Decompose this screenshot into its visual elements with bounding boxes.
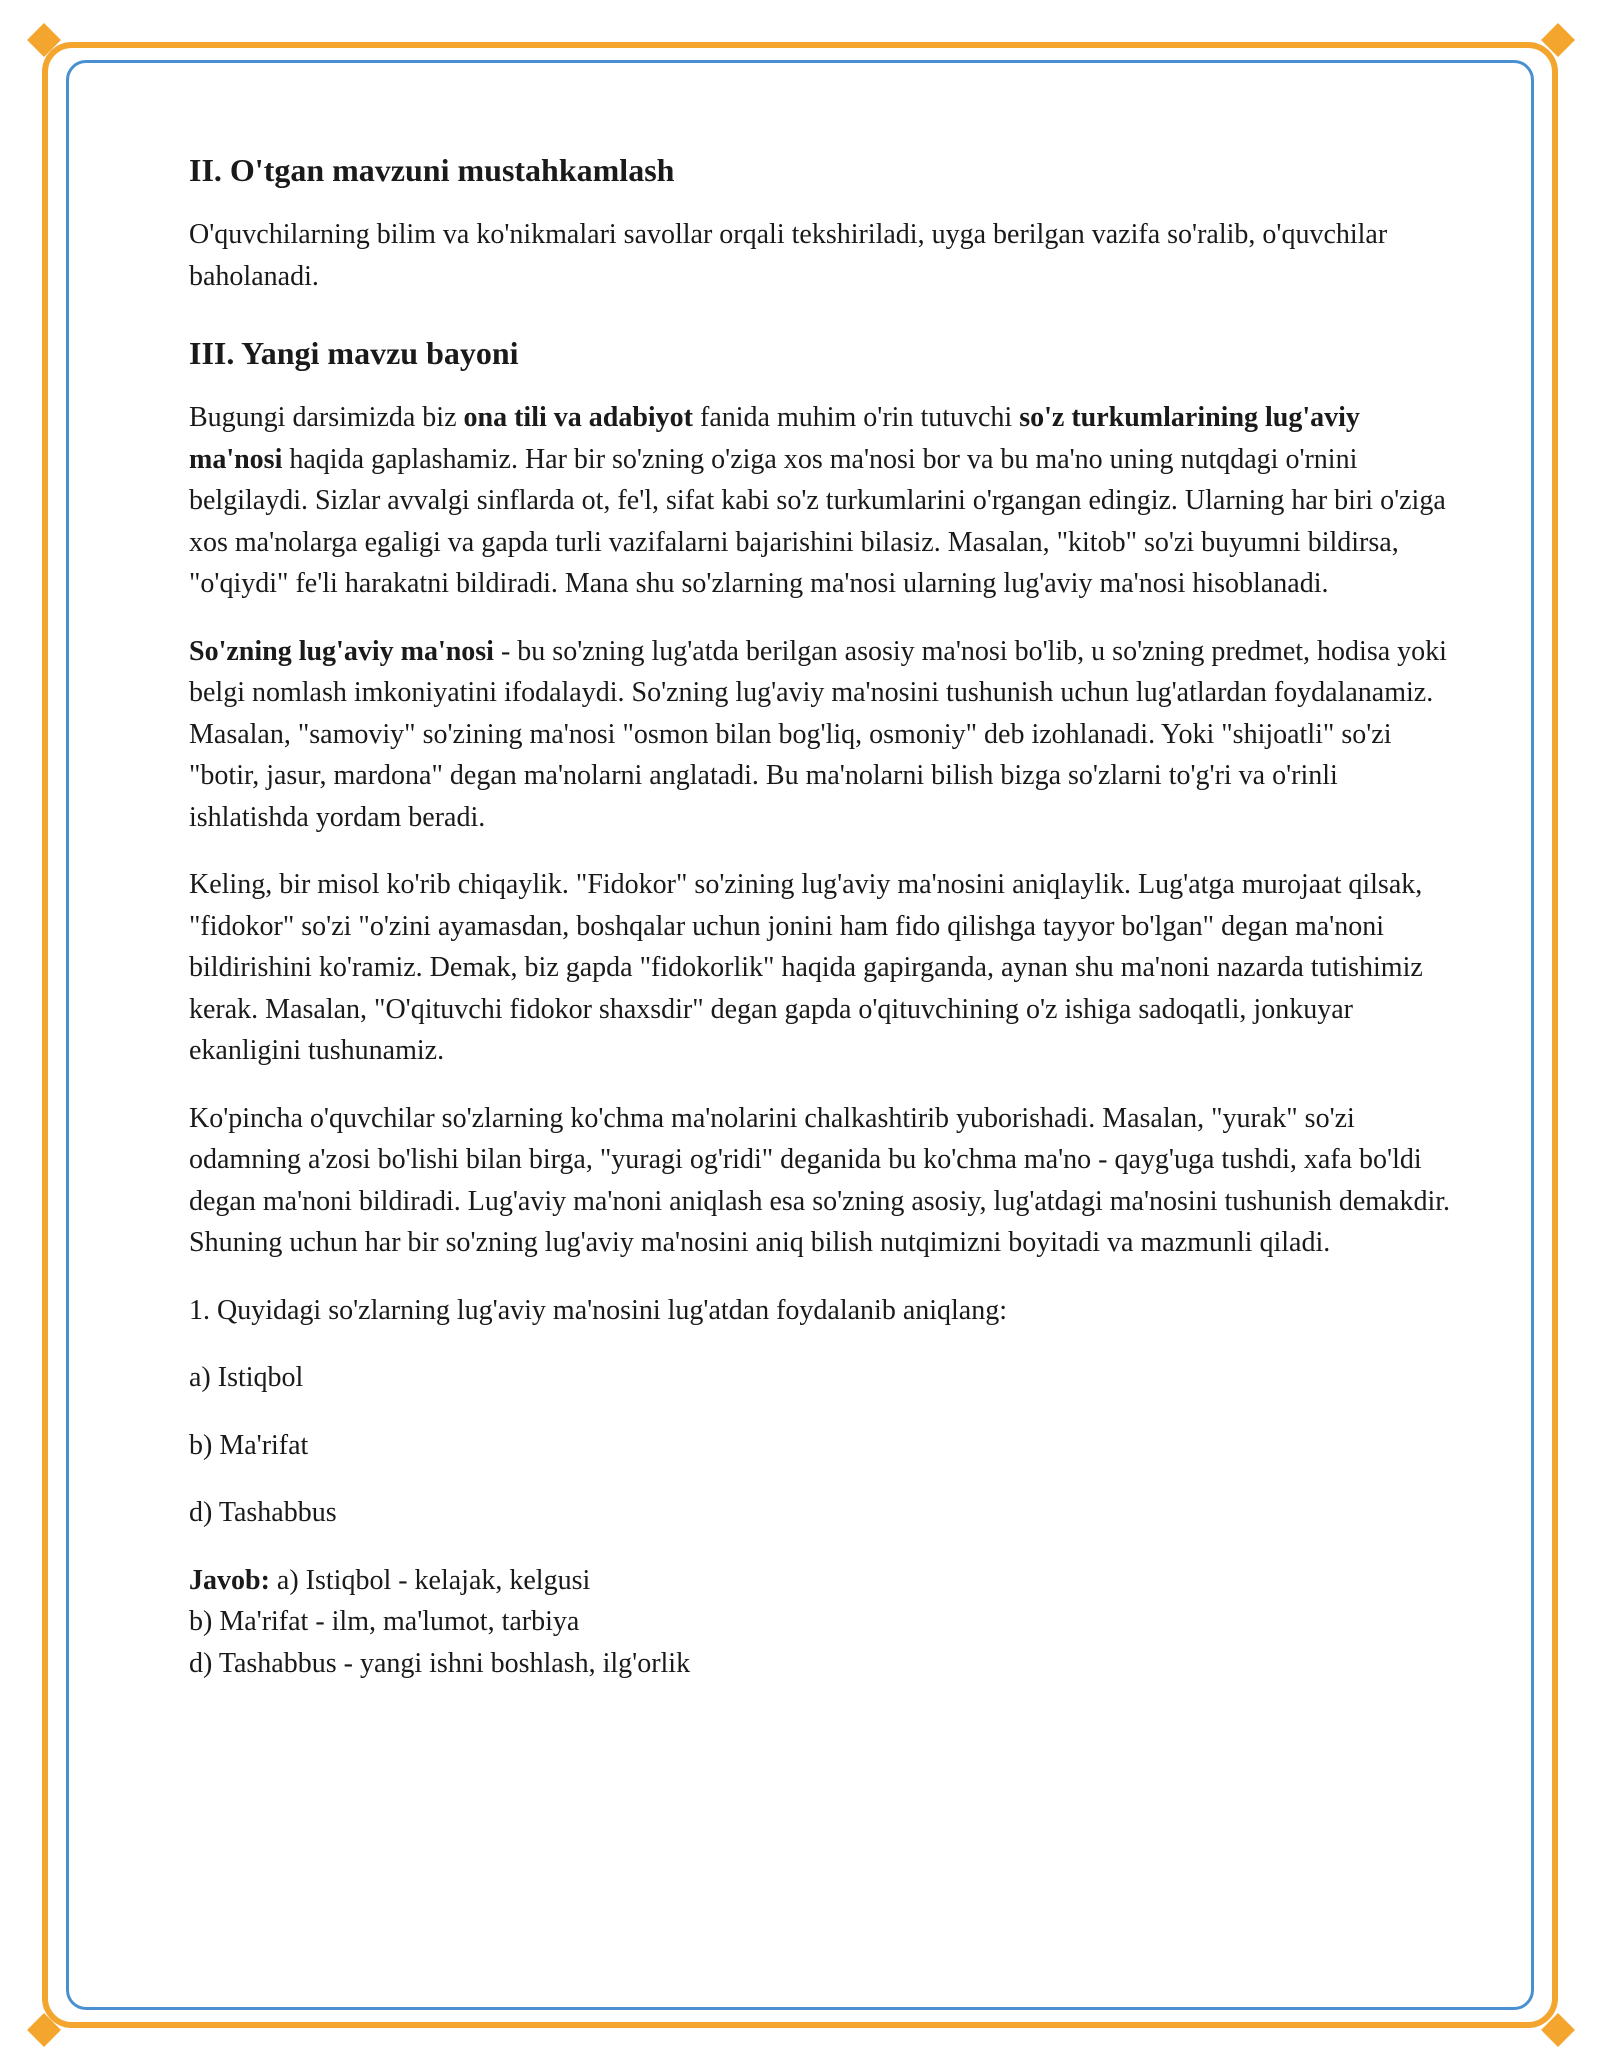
document-content [189, 150, 1459, 1684]
intro-text-1: Bugungi darsimizda biz [189, 402, 464, 433]
task-item-b: b) Ma'rifat [189, 1429, 309, 1461]
definition-term: So'zning lug'aviy ma'nosi [189, 635, 494, 667]
task-item-a: a) Istiqbol [189, 1362, 304, 1393]
intro-bold-2: so'z turkumlarining lug'aviy ma'nosi [189, 402, 1360, 475]
paragraph-intro [189, 397, 1459, 605]
answer-line-3: d) Tashabbus - yangi ishni boshlash, ilg'orlik [189, 1647, 691, 1679]
task-item-d: d) Tashabbus [189, 1497, 337, 1528]
intro-bold-1: ona tili va adabiyot [463, 402, 693, 433]
task-prompt: 1. Quyidagi so'zlarning lug'aviy ma'nosini lug'atdan foydalanib aniqlang: [189, 1294, 1008, 1326]
definition-text: - bu so'zning lug'atda berilgan asosiy ma'nosi bo'lib, u so'zning predmet, hodisa yoki belgi nomlash imkoniyatini ifodalaydi. So'zning lug'aviy ma'nosini tushunish uchun lug'atlardan foydalanamiz. Masalan, "samoviy" so'zining ma'nosi "osmon bilan bog'liq, osmoniy" deb izohlanadi. Yoki "shijoatli" so'zi "botir, jasur, mardona" degan ma'nolarni anglatadi. Bu ma'nolarni bilish bizga so'zlarni to'g'ri va o'rinli ishlatishda yordam beradi. [189, 635, 1447, 833]
answer-block [189, 1560, 1459, 1685]
heading-new-topic: III. Yangi mavzu bayoni [189, 335, 519, 371]
intro-text-3: haqida gaplashamiz. Har bir so'zning o'ziga xos ma'nosi bor va bu ma'no uning nutqdagi o'rnini belgilaydi. Sizlar avvalgi sinflarda ot, fe'l, sifat kabi so'z turkumlarini o'rgangan edingiz. Ularning har biri o'ziga xos ma'nolarga egaligi va gapda turli vazifalarni bajarishini bilasiz. Masalan, "kitob" so'zi buyumni bildirsa, "o'qiydi" fe'li harakatni bildiradi. Mana shu so'zlarning ma'nosi ularning lug'aviy ma'nosi hisoblanadi. [189, 443, 1446, 599]
answer-label: Javob: [189, 1564, 270, 1596]
paragraph-figurative: Ko'pincha o'quvchilar so'zlarning ko'chma ma'nolarini chalkashtirib yuborishadi. Masalan, "yurak" so'zi odamning a'zosi bo'lishi bilan birga, "yuragi og'ridi" deganida bu ko'chma ma'no - qayg'uga tushdi, xafa bo'ldi degan ma'noni bildiradi. Lug'aviy ma'noni aniqlash esa so'zning asosiy, lug'atdagi ma'nosini tushunish demakdir. Shuning uchun har bir so'zning lug'aviy ma'nosini aniq bilish nutqimizni boyitadi va mazmunli qiladi. [189, 1102, 1451, 1258]
heading-previous-topic: II. O'tgan mavzuni mustahkamlash [189, 152, 675, 188]
answer-line-1: a) Istiqbol - kelajak, kelgusi [269, 1564, 591, 1596]
paragraph-definition [189, 631, 1459, 839]
answer-line-2: b) Ma'rifat - ilm, ma'lumot, tarbiya [189, 1606, 580, 1637]
paragraph-previous-topic: O'quvchilarning bilim va ko'nikmalari savollar orqali tekshiriladi, uyga berilgan vazifa so'ralib, o'quvchilar baholanadi. [189, 219, 1388, 292]
intro-text-2: fanida muhim o'rin tutuvchi [693, 402, 1020, 433]
paragraph-example: Keling, bir misol ko'rib chiqaylik. "Fidokor" so'zining lug'aviy ma'nosini aniqlaylik. Lug'atga murojaat qilsak, "fidokor" so'zi "o'zini ayamasdan, boshqalar uchun jonini ham fido qilishga tayyor bo'lgan" degan ma'noni bildirishini ko'ramiz. Demak, biz gapda "fidokorlik" haqida gapirganda, aynan shu ma'noni nazarda tutishimiz kerak. Masalan, "O'qituvchi fidokor shaxsdir" degan gapda o'qituvchining o'z ishiga sadoqatli, jonkuyar ekanligini tushunamiz. [189, 869, 1423, 1066]
